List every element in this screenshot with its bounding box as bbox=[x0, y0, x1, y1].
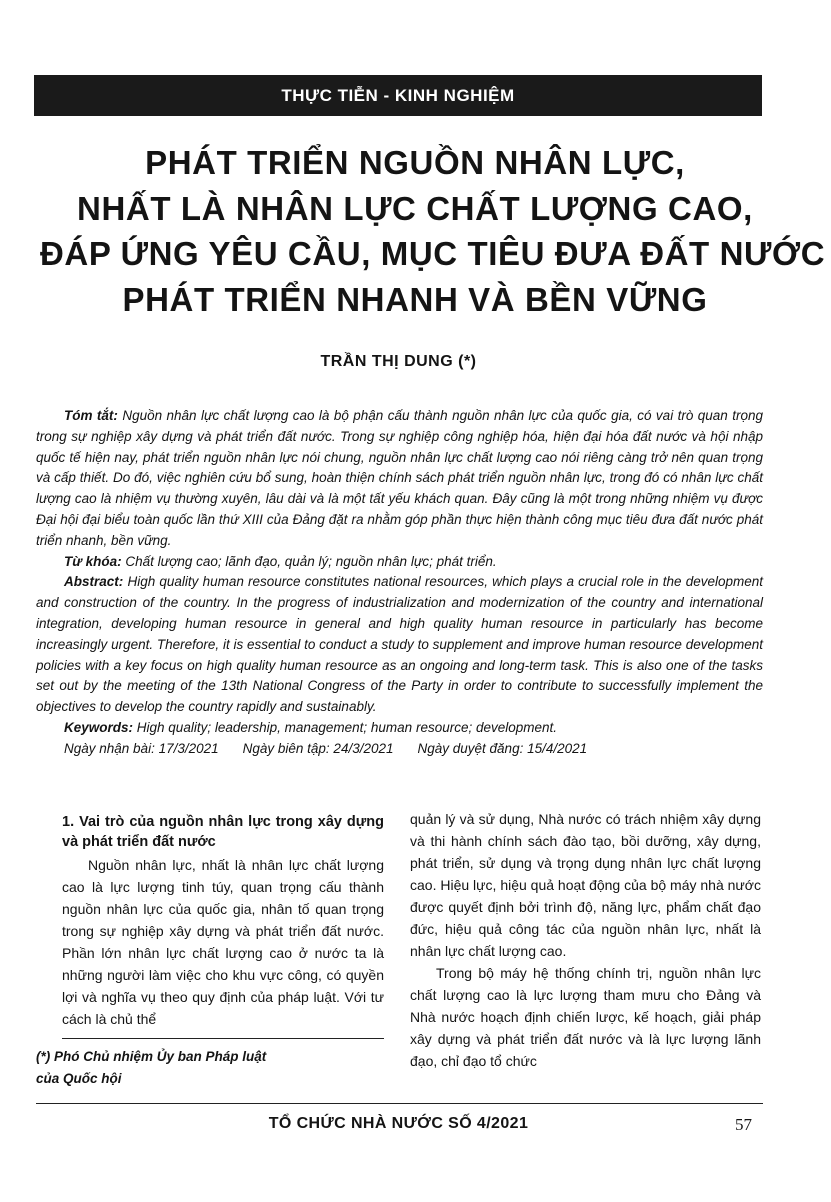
date-approved: Ngày duyệt đăng: 15/4/2021 bbox=[417, 740, 588, 756]
body-paragraph: Nguồn nhân lực, nhất là nhân lực chất lượng cao là lực lượng tinh túy, quan trọng cấu thành nguồn nhân lực của quốc gia, nhân tố quan trọng trong sự nghiệp xây dựng và phát triển đất nước. Phần lớn nhân lực chất lượng cao ở nước ta là những người làm việc cho khu vực công, có quyền lợi và nghĩa vụ theo quy định của pháp luật. Với tư cách là chủ thể bbox=[62, 857, 384, 1027]
article-title bbox=[40, 140, 826, 322]
keywords-vi bbox=[36, 552, 763, 573]
section-banner-label: THỰC TIỄN - KINH NGHIỆM bbox=[281, 85, 515, 105]
abstract-en bbox=[36, 572, 763, 718]
article-dates bbox=[64, 739, 763, 760]
footnote-line: (*) Phó Chủ nhiệm Ủy ban Pháp luật bbox=[36, 1049, 267, 1064]
keywords-vi-label: Từ khóa: bbox=[64, 553, 122, 569]
keywords-en-text: High quality; leadership, management; human resource; development. bbox=[133, 719, 558, 735]
footnote-divider bbox=[62, 1038, 384, 1039]
body-paragraph: quản lý và sử dụng, Nhà nước có trách nhiệm xây dựng và thi hành chính sách đào tạo, bồi dưỡng, xây dựng, phát triển, sử dụng và trọng dụng nhân lực chất lượng cao. Hiệu lực, hiệu quả hoạt động của bộ máy nhà nước được quyết định bởi trình độ, năng lực, phẩm chất đạo đức, hiệu quả công tác của nguồn nhân lực, nhất là nhân lực chất lượng cao. bbox=[410, 811, 761, 959]
body-column-right bbox=[410, 808, 761, 1072]
summary-text: Nguồn nhân lực chất lượng cao là bộ phận cấu thành nguồn nhân lực của quốc gia, có vai trò quan trọng trong sự nghiệp xây dựng và phát triển đất nước. Trong sự nghiệp công nghiệp hóa, hiện đại hóa đất nước và hội nhập quốc tế hiện nay, phát triển nguồn nhân lực nói chung, nguồn nhân lực chất lượng cao nói riêng càng trở nên quan trọng và cấp thiết. Do đó, việc nghiên cứu bổ sung, hoàn thiện chính sách phát triển nguồn nhân lực, trong đó có nhân lực chất lượng cao là nhiệm vụ thường xuyên, lâu dài và là một tất yếu khách quan. Đây cũng là một trong những nhiệm vụ được Đại hội đại biểu toàn quốc lần thứ XIII của Đảng đặt ra nhằm góp phần thực hiện thành công mục tiêu đưa đất nước phát triển nhanh, bền vững. bbox=[36, 408, 763, 548]
title-line: PHÁT TRIỂN NHANH VÀ BỀN VỮNG bbox=[122, 280, 708, 318]
keywords-en bbox=[36, 718, 763, 739]
abstract-block bbox=[36, 406, 763, 760]
abstract-en-text: High quality human resource constitutes national resources, which plays a crucial role in the development and construction of the country. In the progress of industrialization and modernization of the country and international integration, developing human resource in general and high quality human resource in particularly has become increasingly urgent. Therefore, it is essential to conduct a study to supplement and improve human resource development policies with a key focus on high quality human resource as an ongoing and long-term task. This is also one of the tasks set out by the meeting of the 13th National Congress of the Party in order to contribute to successfully implement the objectives to develop the country rapidly and sustainably. bbox=[36, 574, 763, 715]
summary-vi bbox=[36, 406, 763, 552]
author-name: TRẦN THỊ DUNG (*) bbox=[320, 353, 477, 370]
body-paragraph: Trong bộ máy hệ thống chính trị, nguồn nhân lực chất lượng cao là lực lượng tham mưu cho Đảng và Nhà nước hoạch định chiến lược, kế hoạch, giải pháp xây dựng và phát triển đất nước và là lực lượng lãnh đạo, chỉ đạo tổ chức bbox=[410, 965, 761, 1069]
section-banner bbox=[34, 75, 762, 116]
journal-footer: TỔ CHỨC NHÀ NƯỚC SỐ 4/2021 bbox=[268, 1115, 529, 1132]
date-edited: Ngày biên tập: 24/3/2021 bbox=[242, 740, 394, 756]
section-heading: 1. Vai trò của nguồn nhân lực trong xây dựng và phát triển đất nước bbox=[62, 814, 384, 850]
date-received: Ngày nhận bài: 17/3/2021 bbox=[64, 740, 219, 756]
body-column-left bbox=[62, 812, 384, 1030]
abstract-en-label: Abstract: bbox=[64, 574, 124, 590]
keywords-vi-text: Chất lượng cao; lãnh đạo, quản lý; nguồn nhân lực; phát triển. bbox=[121, 553, 497, 569]
title-line: NHẤT LÀ NHÂN LỰC CHẤT LƯỢNG CAO, bbox=[77, 189, 753, 227]
title-line: PHÁT TRIỂN NGUỒN NHÂN LỰC, bbox=[145, 144, 685, 181]
keywords-en-label: Keywords: bbox=[64, 719, 134, 735]
page-number: 57 bbox=[735, 1115, 752, 1134]
footer-divider bbox=[36, 1103, 763, 1104]
footnote-line: của Quốc hội bbox=[36, 1071, 122, 1086]
title-line: ĐÁP ỨNG YÊU CẦU, MỤC TIÊU ĐƯA ĐẤT NƯỚC bbox=[40, 235, 826, 272]
author-footnote bbox=[36, 1046, 384, 1090]
summary-label: Tóm tắt: bbox=[64, 408, 118, 423]
